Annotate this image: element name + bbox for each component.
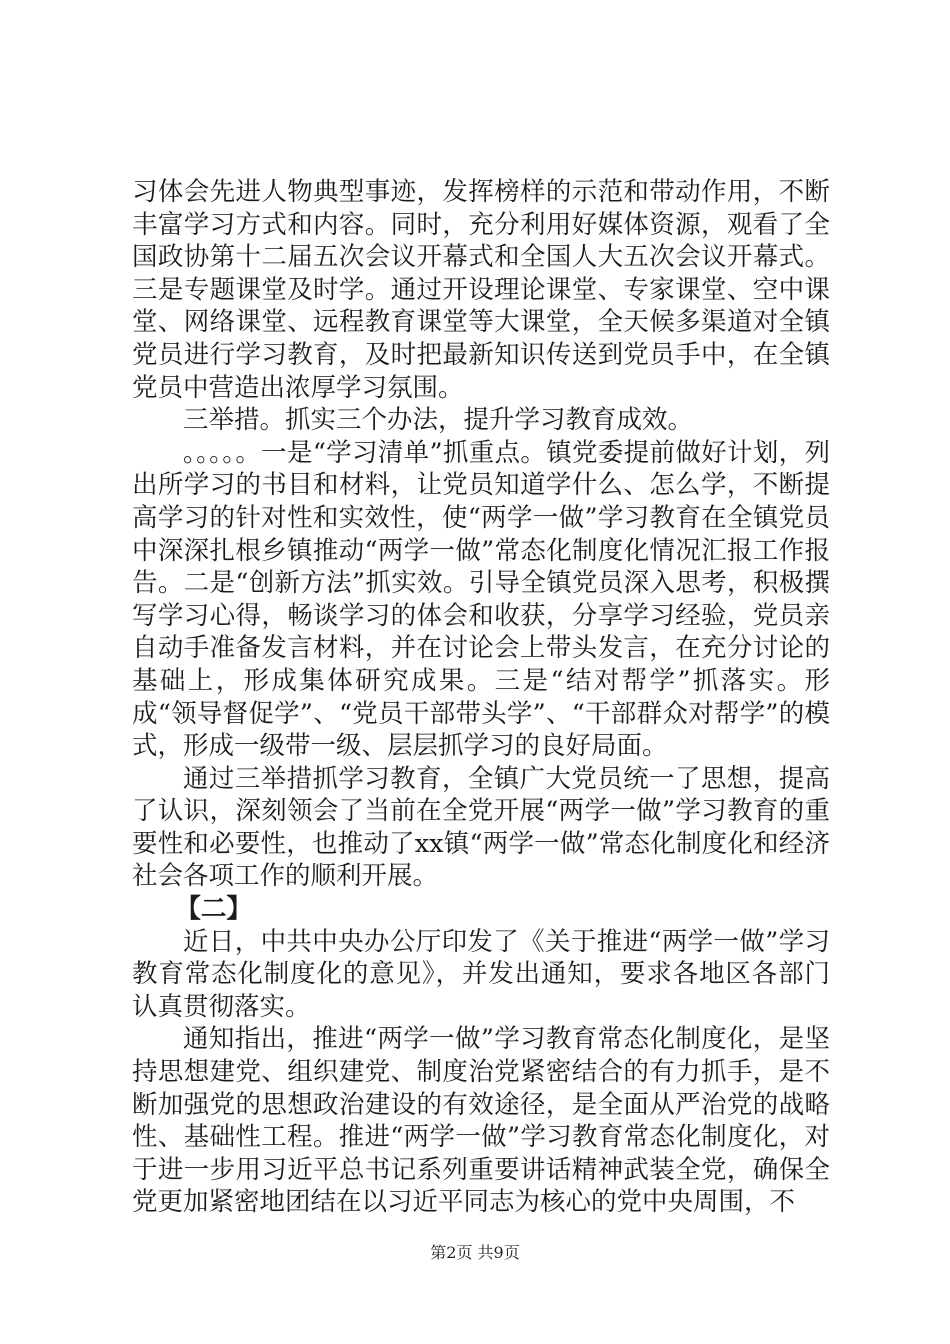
section-heading: 【二】 (175, 894, 252, 925)
paragraph-2: 三举措。抓实三个办法，提升学习教育成效。 (183, 405, 694, 436)
paragraph-4: 通过三举措抓学习教育，全镇广大党员统一了思想，提高了认识，深刻领会了当前在全党开展“两学一做”学习教育的重要性和必要性，也推动了xx镇“两学一做”常态化制度化和经济社会各项工作的顺利开展。 (132, 763, 830, 892)
paragraph-5: 近日，中共中央办公厅印发了《关于推进“两学一做”学习教育常态化制度化的意见》，并发出通知，要求各地区各部门认真贯彻落实。 (132, 926, 830, 1022)
document-body (132, 176, 830, 1219)
page-footer: 第2页 共9页 (430, 1243, 520, 1262)
paragraph-1: 习体会先进人物典型事迹，发挥榜样的示范和带动作用，不断丰富学习方式和内容。同时，充分利用好媒体资源，观看了全国政协第十二届五次会议开幕式和全国人大五次会议开幕式。三是专题课堂及时学。通过开设理论课堂、专家课堂、空中课堂、网络课堂、远程教育课堂等大课堂，全天候多渠道对全镇党员进行学习教育，及时把最新知识传送到党员手中，在全镇党员中营造出浓厚学习氛围。 (132, 177, 830, 403)
paragraph-3: 。。。。。一是“学习清单”抓重点。镇党委提前做好计划，列出所学习的书目和材料，让党员知道学什么、怎么学，不断提高学习的针对性和实效性，使“两学一做”学习教育在全镇党员中深深扎根乡镇推动“两学一做”常态化制度化情况汇报工作报告。二是“创新方法”抓实效。引导全镇党员深入思考，积极撰写学习心得，畅谈学习的体会和收获，分享学习经验，党员亲自动手准备发言材料，并在讨论会上带头发言，在充分讨论的基础上，形成集体研究成果。三是“结对帮学”抓落实。形成“领导督促学”、“党员干部带头学”、“干部群众对帮学”的模式，形成一级带一级、层层抓学习的良好局面。 (132, 437, 830, 762)
paragraph-6: 通知指出，推进“两学一做”学习教育常态化制度化，是坚持思想建党、组织建党、制度治党紧密结合的有力抓手，是不断加强党的思想政治建设的有效途径，是全面从严治党的战略性、基础性工程。推进“两学一做”学习教育常态化制度化，对于进一步用习近平总书记系列重要讲话精神武装全党，确保全党更加紧密地团结在以习近平同志为核心的党中央周围，不 (132, 1024, 830, 1218)
